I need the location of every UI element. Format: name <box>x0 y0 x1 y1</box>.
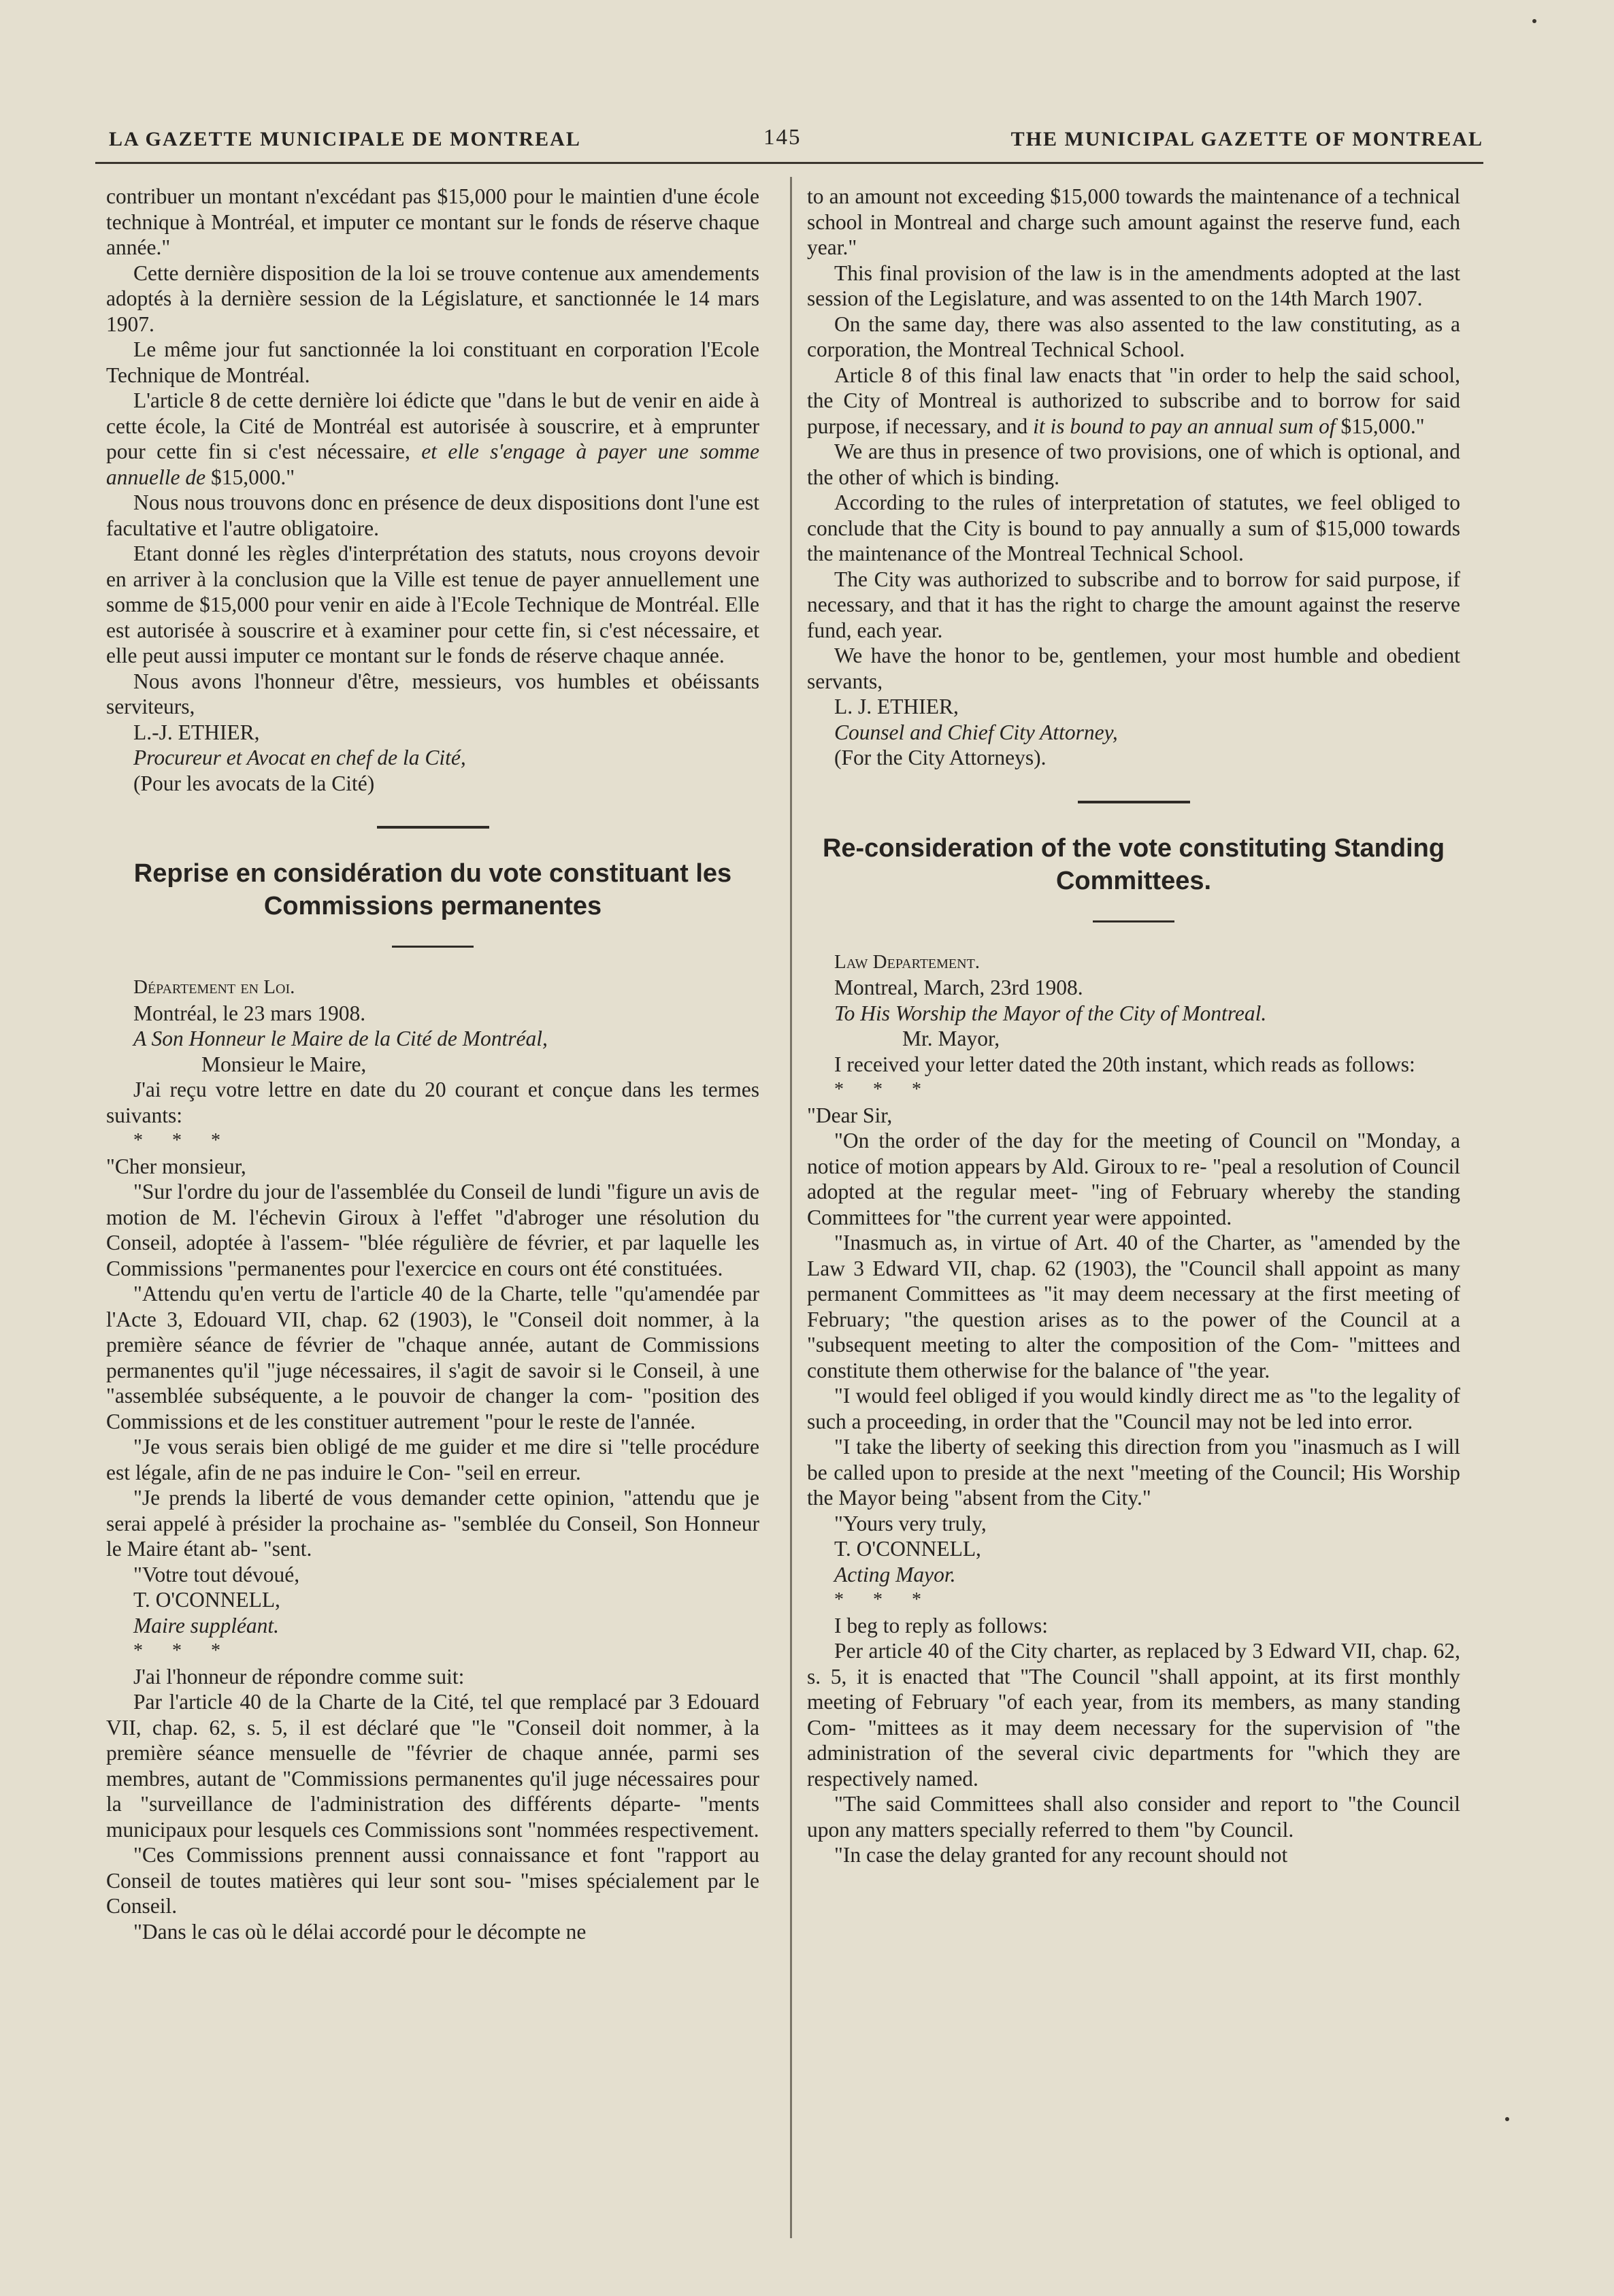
quoted-signature-title: Maire suppléant. <box>133 1613 280 1637</box>
english-column <box>807 184 1460 1868</box>
quoted-signature-title: Acting Mayor. <box>834 1562 956 1586</box>
paragraph: We have the honor to be, gentlemen, your most humble and obedient servants, <box>807 644 1460 693</box>
paragraph: The City was authorized to subscribe and to borrow for said purpose, if necessary, and that it has the right to charge the amount against the reserve fund, each year. <box>807 567 1460 642</box>
signature-title: Procureur et Avocat en chef de la Cité, <box>133 746 466 769</box>
paragraph: I received your letter dated the 20th instant, which reads as follows: <box>834 1052 1415 1076</box>
french-column <box>106 184 759 1944</box>
asterism: * * * <box>834 1079 934 1100</box>
paragraph: We are thus in presence of two provisions, one of which is optional, and the other of which is binding. <box>807 439 1460 489</box>
paragraph-text: Article 8 of this final law enacts that "in order to help the said school, the City of Montreal is authorized to subscribe and to borrow for said purpose, if necessary, and <box>807 363 1460 438</box>
paragraph: On the same day, there was also assented to the law constituting, as a corporation, the Montreal Technical School. <box>807 312 1460 361</box>
letter-address: A Son Honneur le Maire de la Cité de Montréal, <box>133 1027 548 1050</box>
paragraph: "The said Committees shall also consider and report to "the Council upon any matters specially referred to them "by Council. <box>807 1792 1460 1842</box>
asterism: * * * <box>834 1589 934 1610</box>
paragraph-text: $15,000." <box>1335 414 1425 438</box>
letter-salutation: Monsieur le Maire, <box>201 1052 367 1076</box>
title-separator <box>392 946 474 948</box>
signature-note: (Pour les avocats de la Cité) <box>133 771 375 795</box>
letter-date: Montréal, le 23 mars 1908. <box>133 1001 366 1025</box>
quoted-paragraph: "Attendu qu'en vertu de l'article 40 de la Charte, telle "qu'amendée par l'Acte 3, Edouard VII, chap. 62 (1903), le "Conseil doit nommer, à la première séance de février de "chaque année, autant de Commissions permanentes qu'il "juge nécessaires, il s'agit de savoir si le Conseil, à une "assemblée subséquente, a le pouvoir de changer la com- "position des Commissions et de les constituer autrement "pour le reste de l'année. <box>106 1282 759 1433</box>
quoted-paragraph: "Inasmuch as, in virtue of Art. 40 of the Charter, as "amended by the Law 3 Edward VII, chap. 62 (1903), the "Council shall appoint as many permanent Committees as "it may deem necessary at the first meeting of February; "the question arises as to the power of the Council at a "subsequent meeting to alter the composition of the Com- "mittees and constitute them otherwise for the balance of "the year. <box>807 1231 1460 1382</box>
paragraph <box>106 388 759 490</box>
quoted-salutation: "Cher monsieur, <box>106 1154 246 1178</box>
header-french-title: LA GAZETTE MUNICIPALE DE MONTREAL <box>109 128 581 150</box>
paragraph: J'ai l'honneur de répondre comme suit: <box>133 1664 465 1688</box>
paragraph: "Ces Commissions prennent aussi connaissance et font "rapport au Conseil de toutes matières qui leur sont sou- "mises spécialement par le Conseil. <box>106 1843 759 1918</box>
paragraph: This final provision of the law is in the amendments adopted at the last session of the Legislature, and was assented to on the 14th March 1907. <box>807 261 1460 310</box>
paragraph: "Dans le cas où le délai accordé pour le décompte ne <box>133 1919 587 1944</box>
quoted-closing: "Votre tout dévoué, <box>133 1562 300 1586</box>
paragraph <box>807 363 1460 439</box>
paragraph: contribuer un montant n'excédant pas $15,000 pour le maintien d'une école technique à Montréal, et imputer ce montant sur le fonds de réserve chaque année." <box>106 184 759 259</box>
quoted-paragraph: "Je vous serais bien obligé de me guider et me dire si "telle procédure est légale, afin de ne pas induire le Con- "seil en erreur. <box>106 1435 759 1484</box>
quoted-paragraph: "On the order of the day for the meeting of Council on "Monday, a notice of motion appears by Ald. Giroux to re- "peal a resolution of Council adopted at the regular meet- "ing of February whereby the standing Committees for "the current year were appointed. <box>807 1129 1460 1229</box>
quoted-salutation: "Dear Sir, <box>807 1103 893 1127</box>
quoted-closing: "Yours very truly, <box>834 1511 987 1535</box>
paragraph: to an amount not exceeding $15,000 towards the maintenance of a technical school in Montreal and charge such amount against the reserve fund, each year." <box>807 184 1460 259</box>
paragraph: Par l'article 40 de la Charte de la Cité, tel que remplacé par 3 Edouard VII, chap. 62, s. 5, il est déclaré que "le "Conseil doit nommer, à la première séance mensuelle de "février de chaque année, parmi ses membres, autant de "Commissions permanentes qu'il juge nécessaires pour la "surveillance de l'administration des différents départe- "ments municipaux pour lesquels ces Commissions sont "nommées respectivement. <box>106 1690 759 1842</box>
quoted-paragraph: "Sur l'ordre du jour de l'assemblée du Conseil de lundi "figure un avis de motion de M. l'échevin Giroux à l'effet "d'abroger une résolution du Conseil, adoptée à l'assem- "blée régulière de février, et par laquelle les Commissions "permanentes pour l'exercice en cours ont été constituées. <box>106 1180 759 1280</box>
asterism: * * * <box>133 1640 233 1661</box>
column-divider <box>790 177 792 2238</box>
header-rule <box>95 162 1483 164</box>
letter-address: To His Worship the Mayor of the City of Montreal. <box>834 1001 1267 1025</box>
emphasis-text: et elle s'engage à payer une somme annuelle de <box>106 439 759 489</box>
paragraph: Etant donné les règles d'interprétation des statuts, nous croyons devoir en arriver à la conclusion que la Ville est tenue de payer annuellement une somme de $15,000 pour venir en aide à l'Ecole Technique de Montréal. Elle est autorisée à souscrire et à examiner pour cette fin, si c'est nécessaire, et elle peut aussi imputer ce montant sur le fonds de réserve chaque année. <box>106 542 759 667</box>
section-separator <box>1078 801 1190 803</box>
section-title: Re-consideration of the vote constituting Standing Committees. <box>822 833 1445 895</box>
paragraph: I beg to reply as follows: <box>834 1613 1049 1637</box>
header-english-title: THE MUNICIPAL GAZETTE OF MONTREAL <box>1010 128 1483 150</box>
signature-note: (For the City Attorneys). <box>834 746 1047 769</box>
paragraph: Cette dernière disposition de la loi se trouve contenue aux amendements adoptés à la dernière session de la Législature, et sanctionnée le 14 mars 1907. <box>106 261 759 336</box>
paragraph: Nous avons l'honneur d'être, messieurs, vos humbles et obéissants serviteurs, <box>106 669 759 718</box>
department-line: Département en Loi. <box>133 976 295 998</box>
signature-name: L. J. ETHIER, <box>834 695 959 718</box>
section-title: Reprise en considération du vote constituant les Commissions permanentes <box>133 859 732 920</box>
paragraph: Per article 40 of the City charter, as replaced by 3 Edward VII, chap. 62, s. 5, it is enacted that "The Council "shall appoint, at its first monthly meeting of February "of each year, from its members, as many standing Com- "mittees as it may deem necessary for the supervision of "the administration of the several civic departments for "which they are respectively named. <box>807 1639 1460 1791</box>
paragraph-text: L'article 8 de cette dernière loi édicte que "dans le but de venir en aide à cette école, la Cité de Montréal est autorisée à souscrire, et à emprunter pour cette fin si c'est nécessaire, <box>106 388 759 463</box>
quoted-paragraph: "I take the liberty of seeking this direction from you "inasmuch as I will be called upon to preside at the next "meeting of the Council; His Worship the Mayor being "absent from the City." <box>807 1435 1460 1510</box>
letter-date: Montreal, March, 23rd 1908. <box>834 976 1083 999</box>
asterism: * * * <box>133 1130 233 1151</box>
letter-salutation: Mr. Mayor, <box>902 1027 1000 1050</box>
running-header <box>102 125 1483 162</box>
section-separator <box>377 826 489 829</box>
signature-name: L.-J. ETHIER, <box>133 720 260 744</box>
paragraph: Nous nous trouvons donc en présence de deux dispositions dont l'une est facultative et l'autre obligatoire. <box>106 490 759 540</box>
paragraph-text: $15,000." <box>205 465 295 489</box>
paragraph: According to the rules of interpretation of statutes, we feel obliged to conclude that the City is bound to pay annually a sum of $15,000 towards the maintenance of the Montreal Technical School. <box>807 490 1460 565</box>
quoted-signature-name: T. O'CONNELL, <box>834 1537 981 1561</box>
page-number: 145 <box>763 125 802 150</box>
quoted-paragraph: "Je prends la liberté de vous demander cette opinion, "attendu que je serai appelé à présider la prochaine as- "semblée du Conseil, Son Honneur le Maire étant ab- "sent. <box>106 1486 759 1561</box>
print-speck <box>1532 19 1536 23</box>
department-line: Law Departement. <box>834 950 981 973</box>
print-speck <box>1505 2117 1509 2121</box>
paragraph: J'ai reçu votre lettre en date du 20 courant et conçue dans les termes suivants: <box>106 1078 759 1127</box>
quoted-paragraph: "I would feel obliged if you would kindly direct me as "to the legality of such a proceeding, in order that the "Council may not be led into error. <box>807 1384 1460 1433</box>
emphasis-text: it is bound to pay an annual sum of <box>1033 414 1336 438</box>
paragraph: "In case the delay granted for any recount should not <box>834 1843 1288 1867</box>
signature-title: Counsel and Chief City Attorney, <box>834 720 1118 744</box>
quoted-signature-name: T. O'CONNELL, <box>133 1588 280 1612</box>
paragraph: Le même jour fut sanctionnée la loi constituant en corporation l'Ecole Technique de Montréal. <box>106 337 759 387</box>
title-separator <box>1093 920 1174 922</box>
